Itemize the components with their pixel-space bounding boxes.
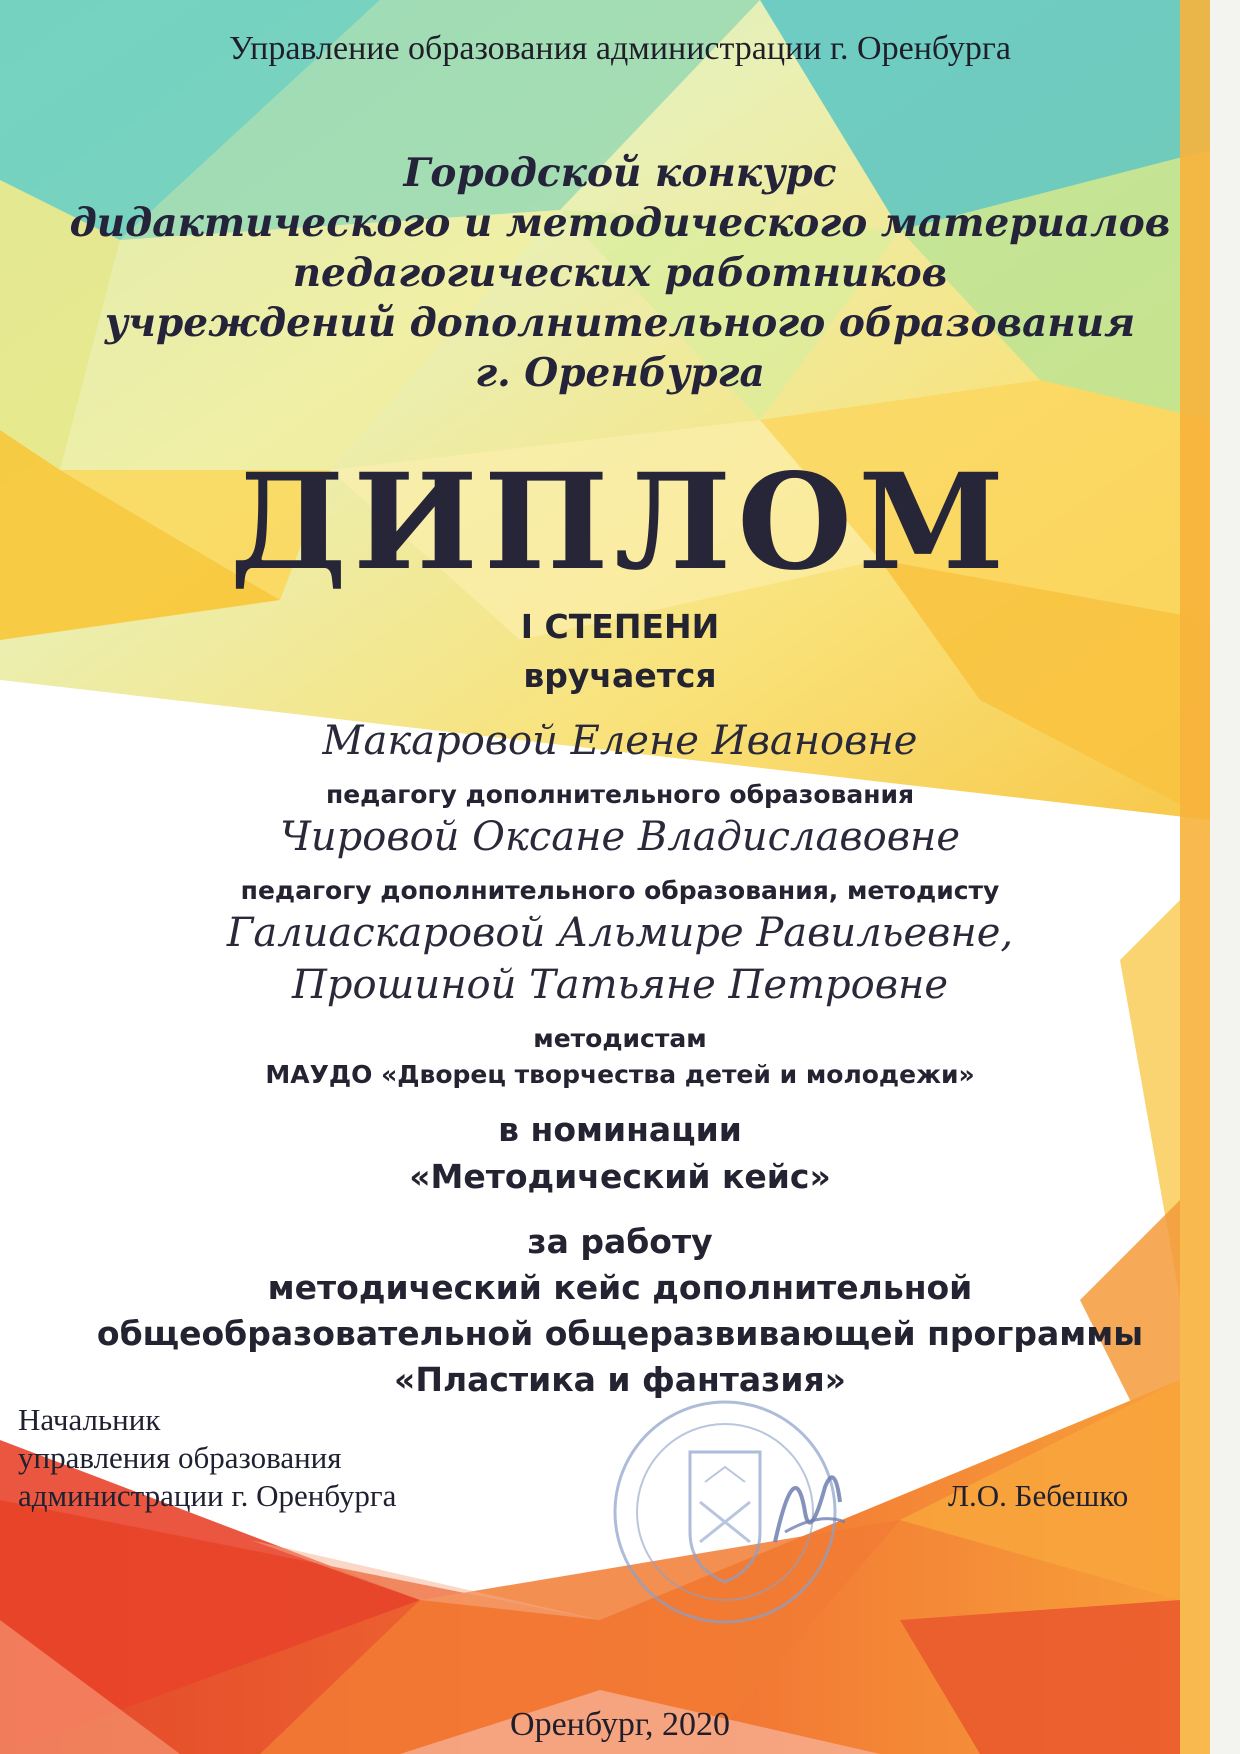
recipient-role-1: педагогу дополнительного образования <box>325 780 915 809</box>
recipient-name-4: Прошиной Татьяне Петровне <box>291 962 949 1008</box>
diploma-degree: I СТЕПЕНИ <box>520 607 720 646</box>
contest-line-3: педагогических работников <box>292 250 948 296</box>
work-line-3: «Пластика и фантазия» <box>394 1360 846 1399</box>
recipient-role-3: методистам <box>533 1024 707 1053</box>
signer-position-line-2: управления образования <box>18 1440 342 1475</box>
signer-name: Л.О. Бебешко <box>948 1478 1129 1513</box>
contest-line-1: Городской конкурс <box>403 150 837 196</box>
recipient-name-2: Чировой Оксане Владиславовне <box>279 814 961 860</box>
place-and-year: Оренбург, 2020 <box>510 1706 730 1743</box>
recipient-institution: МАУДО «Дворец творчества детей и молодежи» <box>265 1060 975 1089</box>
nomination-name: «Методический кейс» <box>409 1157 831 1196</box>
diploma-title: ДИПЛОМ <box>229 445 1011 600</box>
signer-position-line-1: Начальник <box>18 1402 161 1437</box>
contest-line-4: учреждений дополнительного образования <box>104 300 1136 346</box>
issuing-authority: Управление образования администрации г. Оренбурга <box>229 30 1011 67</box>
recipient-name-3: Галиаскаровой Альмире Равильевне, <box>226 910 1014 956</box>
awarded-text: вручается <box>523 656 717 695</box>
contest-line-2: дидактического и методического материалов <box>69 200 1171 246</box>
work-line-2: общеобразовательной общеразвивающей программы <box>96 1314 1144 1353</box>
recipient-role-2: педагогу дополнительного образования, методисту <box>240 876 1000 905</box>
recipient-name-1: Макаровой Елене Ивановне <box>322 718 918 764</box>
work-line-1: методический кейс дополнительной <box>267 1268 973 1307</box>
nomination-intro: в номинации <box>498 1110 742 1149</box>
contest-line-5: г. Оренбурга <box>475 350 765 396</box>
signer-position-line-3: администрации г. Оренбурга <box>18 1478 397 1513</box>
work-intro: за работу <box>527 1222 713 1261</box>
